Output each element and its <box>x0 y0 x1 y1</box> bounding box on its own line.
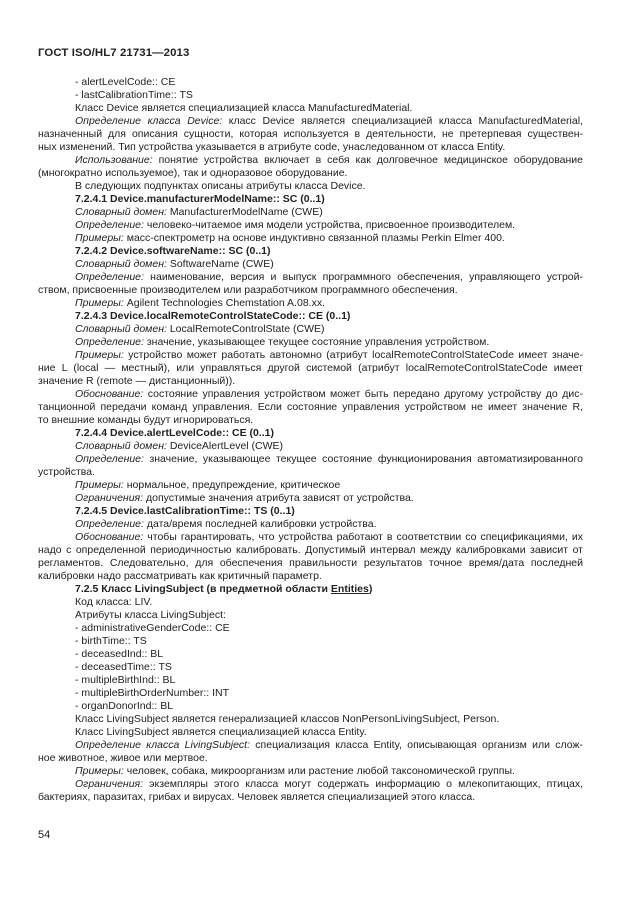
text-span: - alertLevelCode:: CE <box>75 76 176 88</box>
term-label: Словарный домен: <box>75 440 167 452</box>
term-label: Словарный домен: <box>75 206 167 218</box>
text-span: - multipleBirthInd:: BL <box>75 674 176 686</box>
text-span: экземпляры этого класса могут содержать информацию о млекопитающих, птицах, <box>149 778 583 790</box>
text-span: Атрибуты класса LivingSubject: <box>75 609 226 621</box>
text-line <box>38 232 583 245</box>
section-heading <box>38 193 583 206</box>
text-span: - deceasedInd:: BL <box>75 648 164 660</box>
text-span: SoftwareName (CWE) <box>166 258 274 270</box>
text-span: человек, собака, микроорганизм или растение любой таксономической группы. <box>123 765 515 777</box>
text-span: LocalRemoteControlState (CWE) <box>166 323 325 335</box>
text-line <box>38 674 583 687</box>
text-line <box>38 648 583 661</box>
page-number: 54 <box>38 829 51 841</box>
text-line <box>38 297 583 310</box>
text-span: ных изменений. Тип устройства указывается в атрибуте code, унаследованном от класса Entity. <box>38 141 506 153</box>
text-line <box>38 401 583 414</box>
term-label: Примеры: <box>75 765 124 777</box>
text-span: значение R (remote — дистанционный)). <box>38 375 236 387</box>
text-span: Код класса: LIV. <box>75 596 153 608</box>
term-label: Обоснование: <box>75 388 144 400</box>
text-span: DeviceAlertLevel (CWE) <box>166 440 284 452</box>
text-line <box>38 713 583 726</box>
term-label: Ограничения: <box>75 492 144 504</box>
text-span: 7.2.4.1 Device.manufacturerModelName:: SC (0..1) <box>75 193 325 205</box>
text-span: то внешние команды будут игнорироваться. <box>38 414 254 426</box>
text-line <box>38 726 583 739</box>
text-line <box>38 102 583 115</box>
text-span: Класс Device является специализацией класса ManufacturedMaterial. <box>75 102 413 114</box>
text-line <box>38 271 583 284</box>
term-label: Примеры: <box>75 297 124 309</box>
text-line <box>38 791 583 804</box>
text-span: наименование, версия и выпуск программного обеспечения, управляющего устрой- <box>143 271 583 283</box>
text-line <box>38 531 583 544</box>
term-label: Определение: <box>75 219 144 231</box>
text-span: бактериях, паразитах, грибах и вирусах. Человек является специализацией этого класса. <box>38 791 476 803</box>
text-line <box>38 557 583 570</box>
text-line <box>38 622 583 635</box>
text-span: 7.2.4.3 Device.localRemoteControlStateCode:: CE (0..1) <box>75 310 351 322</box>
text-span: ) <box>368 583 373 595</box>
text-line <box>38 258 583 271</box>
term-label: Определение: <box>75 336 144 348</box>
text-span: (многократно используемое), так и одноразовое оборудование. <box>38 167 348 179</box>
text-line <box>38 349 583 362</box>
text-span: класс Device является специализацией класса ManufacturedMaterial, <box>228 115 583 127</box>
section-heading <box>38 505 583 518</box>
text-span: - lastCalibrationTime:: TS <box>75 89 193 101</box>
text-line <box>38 206 583 219</box>
link-text[interactable]: Entities <box>330 583 369 595</box>
text-line <box>38 167 583 180</box>
text-span: нормальное, предупреждение, критическое <box>123 479 341 491</box>
text-span: человеко-читаемое имя модели устройства, присвоенное производителем. <box>143 219 516 231</box>
term-label: Обоснование: <box>75 531 144 543</box>
text-line <box>38 752 583 765</box>
document-body <box>38 76 583 804</box>
text-span: устройство может работать автономно (атрибут localRemoteControlStateCode имеет значе- <box>123 349 583 361</box>
document-header: ГОСТ ISO/HL7 21731—2013 <box>38 47 190 59</box>
text-span: ManufacturerModelName (CWE) <box>166 206 323 218</box>
text-line <box>38 362 583 375</box>
text-span: устройства. <box>38 466 96 478</box>
text-span: Agilent Technologies Chemstation A.08.xx. <box>123 297 325 309</box>
text-line <box>38 544 583 557</box>
text-line <box>38 141 583 154</box>
text-span: ное животное, живое или мертвое. <box>38 752 208 764</box>
text-line <box>38 596 583 609</box>
text-span: дата/время последней калибровки устройства. <box>143 518 377 530</box>
term-label: Словарный домен: <box>75 323 167 335</box>
term-label: Примеры: <box>75 479 124 491</box>
section-heading <box>38 310 583 323</box>
text-span: 7.2.4.2 Device.softwareName:: SC (0..1) <box>75 245 271 257</box>
text-line <box>38 492 583 505</box>
term-label: Определение: <box>75 518 144 530</box>
section-heading <box>38 245 583 258</box>
text-line <box>38 466 583 479</box>
term-label: Использование: <box>75 154 153 166</box>
text-line <box>38 219 583 232</box>
text-line <box>38 765 583 778</box>
text-line <box>38 388 583 401</box>
text-span: калибровки надо рассматривать как критичный параметр. <box>38 570 322 582</box>
text-span: 7.2.4.5 Device.lastCalibrationTime:: TS (0..1) <box>75 505 295 517</box>
text-line <box>38 453 583 466</box>
text-line <box>38 778 583 791</box>
text-line <box>38 661 583 674</box>
text-line <box>38 700 583 713</box>
term-label: Словарный домен: <box>75 258 167 270</box>
term-label: Определение класса LivingSubject: <box>75 739 251 751</box>
text-line <box>38 154 583 167</box>
text-line <box>38 609 583 622</box>
text-span: - administrativeGenderCode:: CE <box>75 622 230 634</box>
text-span: ние L (local — местный), или управляться другой системой (атрибут localRemoteControlStateCode имеет <box>38 362 583 374</box>
text-span: масс-спектрометр на основе индуктивно связанной плазмы Perkin Elmer 400. <box>123 232 505 244</box>
text-span: 7.2.5 Класс LivingSubject (в предметной области <box>75 583 331 595</box>
text-span: регламентов. Следовательно, для обеспечения правильности результатов точное время/дата последней <box>38 557 583 569</box>
text-span: состояние управления устройством может быть передано другому устройству до дис- <box>143 388 583 400</box>
term-label: Ограничения: <box>75 778 144 790</box>
text-line <box>38 687 583 700</box>
text-span: Класс LivingSubject является специализацией класса Entity. <box>75 726 367 738</box>
text-span: - deceasedTime:: TS <box>75 661 172 673</box>
text-line <box>38 89 583 102</box>
text-line <box>38 128 583 141</box>
text-line <box>38 336 583 349</box>
text-span: ством, присвоенные производителем или разработчиком программного обеспечения. <box>38 284 458 296</box>
text-line <box>38 635 583 648</box>
text-span: В следующих подпунктах описаны атрибуты класса Device. <box>75 180 366 192</box>
section-heading <box>38 583 583 596</box>
text-line <box>38 570 583 583</box>
text-span: - organDonorInd:: BL <box>75 700 174 712</box>
text-line <box>38 284 583 297</box>
term-label: Определение: <box>75 453 144 465</box>
text-line <box>38 479 583 492</box>
term-label: Примеры: <box>75 349 124 361</box>
text-span: допустимые значения атрибута зависят от устройства. <box>143 492 414 504</box>
text-line <box>38 414 583 427</box>
term-label: Определение: <box>75 271 144 283</box>
text-span: значение, указывающее текущее состояние функционирования автоматизированного <box>143 453 583 465</box>
text-span: чтобы гарантировать, что устройства работают в соответствии со спецификациями, их <box>143 531 583 543</box>
text-line <box>38 739 583 752</box>
text-line <box>38 323 583 336</box>
text-line <box>38 76 583 89</box>
term-label: Примеры: <box>75 232 124 244</box>
section-heading <box>38 427 583 440</box>
term-label: Определение класса Device: <box>75 115 223 127</box>
text-line <box>38 115 583 128</box>
text-span: назначенный для описания сущности, которая используется в деятельности, не претерпевая существен- <box>38 128 583 140</box>
text-line <box>38 440 583 453</box>
text-span: понятие устройства включает в себя как долговечное медицинское оборудование <box>152 154 583 166</box>
text-span: надо с определенной периодичностью калибровать. Допустимый интервал между калибровками зависит от <box>38 544 583 556</box>
text-span: специализация класса Entity, описывающая организм или слож- <box>250 739 583 751</box>
text-span: - multipleBirthOrderNumber:: INT <box>75 687 230 699</box>
text-span: - birthTime:: TS <box>75 635 147 647</box>
text-line <box>38 518 583 531</box>
text-span: значение, указывающее текущее состояние управления устройством. <box>143 336 490 348</box>
text-span: танционной передачи команд управления. Если состояние управления устройством не имеет значение R, <box>38 401 583 413</box>
text-span: Класс LivingSubject является генерализацией классов NonPersonLivingSubject, Person. <box>75 713 500 725</box>
text-line <box>38 375 583 388</box>
text-span: 7.2.4.4 Device.alertLevelCode:: CE (0..1) <box>75 427 275 439</box>
text-line <box>38 180 583 193</box>
